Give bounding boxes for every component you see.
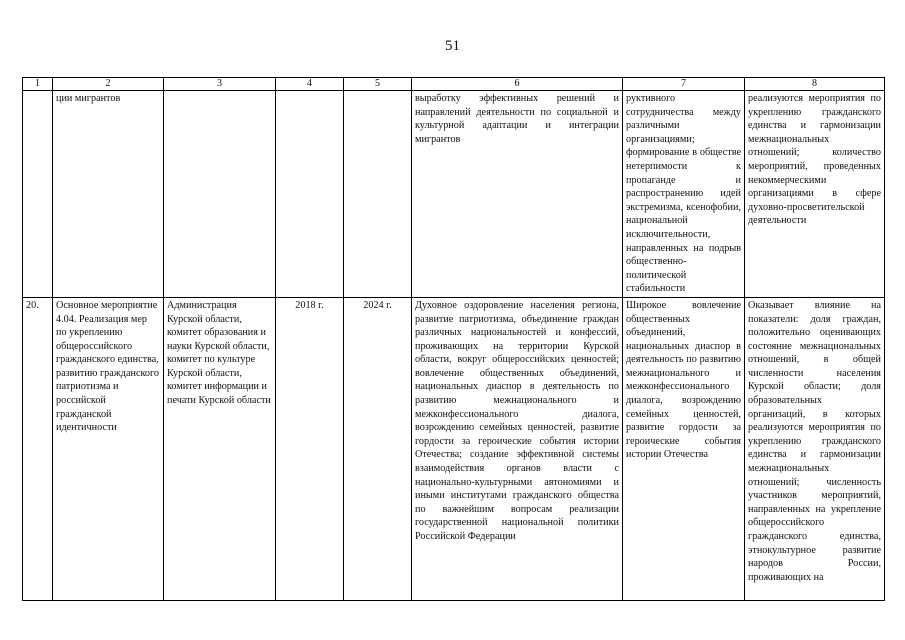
document-table [22,77,885,601]
main-directions-cell: Широкое вовлечение общественных объединений, национальных диаспор в деятельность по развитию межнационального и межконфессионального диалога, возрождению семейных ценностей, развитие гордости за героические события истории Отечества [623,297,745,600]
indicators-cell: Оказывает влияние на показатели: доля граждан, положительно оценивающих состояние межнациональных отношений, в общей численности населения Курской области; доля образовательных организаций, в которых реализуются мероприятия по укреплению гражданского единства и гармонизации межнациональных отношений; численность участников мероприятий, направленных на укрепление общероссийского гражданского единства, этнокультурное развитие народов России, проживающих на [745,297,885,600]
page-number: 51 [445,38,460,54]
table-row [23,91,885,298]
column-header: 4 [276,78,344,91]
end-year-cell [344,91,412,298]
indicators-cell: реализуются мероприятия по укреплению гражданского единства и гармонизации межнациональных отношений; количество мероприятий, проведенных некоммерческими организациями в сфере духовно-просветительской деятельности [745,91,885,298]
table-row [23,297,885,600]
end-year-cell: 2024 г. [344,297,412,600]
main-directions-cell: руктивного сотрудничества между различными организациями; формирование в обществе нетерпимости к пропаганде и распространению идей экстремизма, ксенофобии, национальной исключительности, направленных на подрыв общественно-политической стабильности [623,91,745,298]
start-year-cell: 2018 г. [276,297,344,600]
event-name-cell: Основное мероприятие 4.04. Реализация мер по укреплению общероссийского гражданского единства, развитию гражданского патриотизма и российской гражданской идентичности [53,297,164,600]
expected-result-cell: выработку эффективных решений и направлений деятельности по социальной и культурной адаптации и интеграции мигрантов [412,91,623,298]
column-header: 2 [53,78,164,91]
column-header: 7 [623,78,745,91]
start-year-cell [276,91,344,298]
row-number-cell [23,91,53,298]
event-name-cell: ции мигрантов [53,91,164,298]
executor-cell: Администрация Курской области, комитет образования и науки Курской области, комитет по культуре Курской области, комитет информации и печати Курской области [164,297,276,600]
column-header: 5 [344,78,412,91]
table-header-row [23,78,885,91]
row-number-cell: 20. [23,297,53,600]
column-header: 3 [164,78,276,91]
column-header: 8 [745,78,885,91]
column-header: 1 [23,78,53,91]
expected-result-cell: Духовное оздоровление населения региона, развитие патриотизма, объединение граждан различных национальностей и конфессий, проживающих на территории Курской области, вокруг общероссийских ценностей; вовлечение общественных объединений, национальных диаспор в деятельность по развитию межнационального и межконфессионального диалога, возрождению семейных ценностей, развитие гордости за героические события истории Отечества; создание эффективной системы взаимодействия органов власти с национально-культурными автономиями и иными институтами гражданского общества по важнейшим вопросам реализации государственной национальной политики Российской Федерации [412,297,623,600]
executor-cell [164,91,276,298]
column-header: 6 [412,78,623,91]
